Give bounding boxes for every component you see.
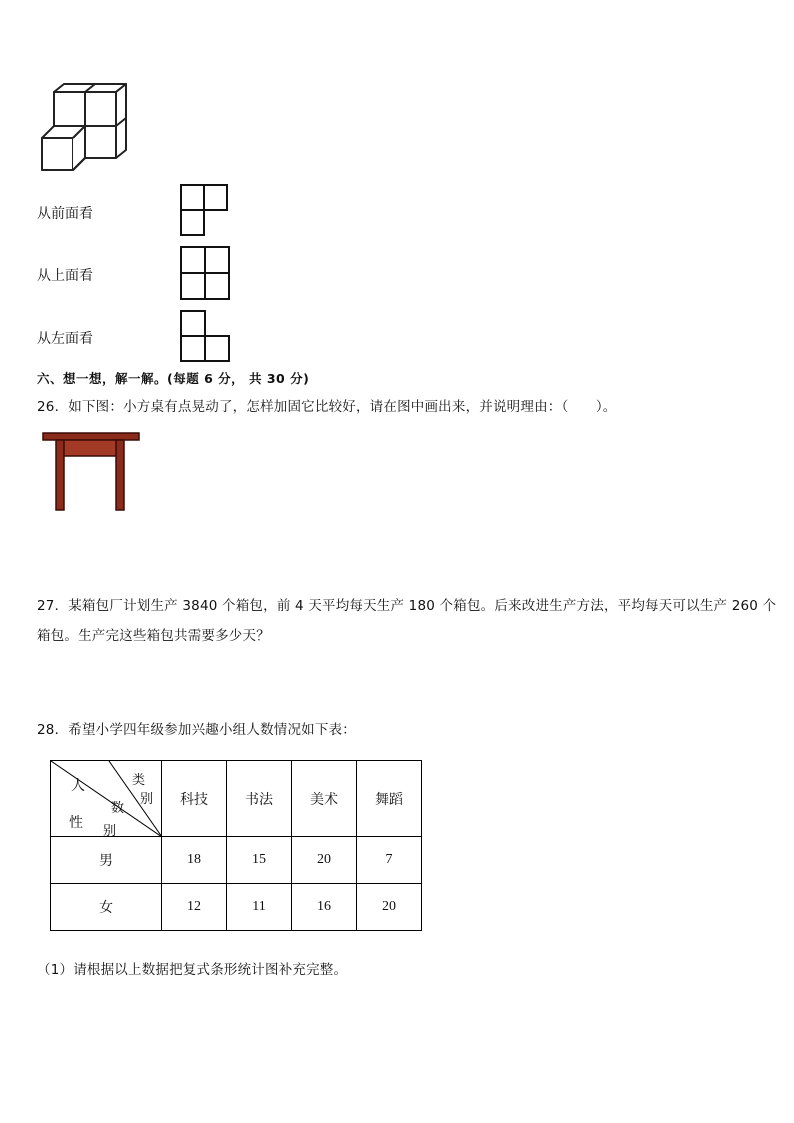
corner-lei: 类 <box>132 772 146 787</box>
column-header: 科技 <box>162 761 227 837</box>
column-header: 书法 <box>227 761 292 837</box>
table-cell: 15 <box>227 837 292 884</box>
table-cell: 20 <box>292 837 357 884</box>
question-28: 28．希望小学四年级参加兴趣小组人数情况如下表： <box>37 722 356 738</box>
top-view-figure <box>180 246 232 302</box>
table-corner-cell <box>51 761 162 837</box>
question-28-sub-1: （1）请根据以上数据把复式条形统计图补充完整。 <box>37 962 348 978</box>
table-row-female <box>51 884 422 931</box>
cube-solid-figure <box>38 80 134 176</box>
corner-bie-1: 别 <box>140 791 154 806</box>
table-header-row <box>51 761 422 837</box>
top-view-label: 从上面看 <box>37 268 93 284</box>
section-six-heading: 六、想一想，解一解。(每题 6 分， 共 30 分) <box>37 371 310 386</box>
question-26: 26．如下图：小方桌有点晃动了，怎样加固它比较好，请在图中画出来，并说明理由：（ ）。 <box>37 399 617 415</box>
question-27-line2: 箱包。生产完这些箱包共需要多少天？ <box>37 628 270 644</box>
table-cell: 12 <box>162 884 227 931</box>
table-cell: 16 <box>292 884 357 931</box>
wobbly-table-figure <box>42 432 142 514</box>
left-view-label: 从左面看 <box>37 331 93 347</box>
question-27-line1: 27．某箱包厂计划生产 3840 个箱包，前 4 天平均每天生产 180 个箱包。后来改进生产方法，平均每天可以生产 260 个 <box>37 598 777 614</box>
front-view-figure <box>180 184 230 238</box>
row-label: 男 <box>51 837 162 884</box>
table-cell: 18 <box>162 837 227 884</box>
corner-bie-2: 别 <box>103 823 117 838</box>
interest-group-table <box>50 760 422 931</box>
table-cell: 20 <box>357 884 422 931</box>
column-header: 美术 <box>292 761 357 837</box>
corner-xing: 性 <box>69 816 83 831</box>
corner-shu: 数 <box>111 800 125 815</box>
corner-ren: 人 <box>71 779 85 794</box>
front-view-label: 从前面看 <box>37 206 93 222</box>
table-row-male <box>51 837 422 884</box>
table-cell: 11 <box>227 884 292 931</box>
column-header: 舞蹈 <box>357 761 422 837</box>
left-view-figure <box>180 310 232 364</box>
row-label: 女 <box>51 884 162 931</box>
table-cell: 7 <box>357 837 422 884</box>
